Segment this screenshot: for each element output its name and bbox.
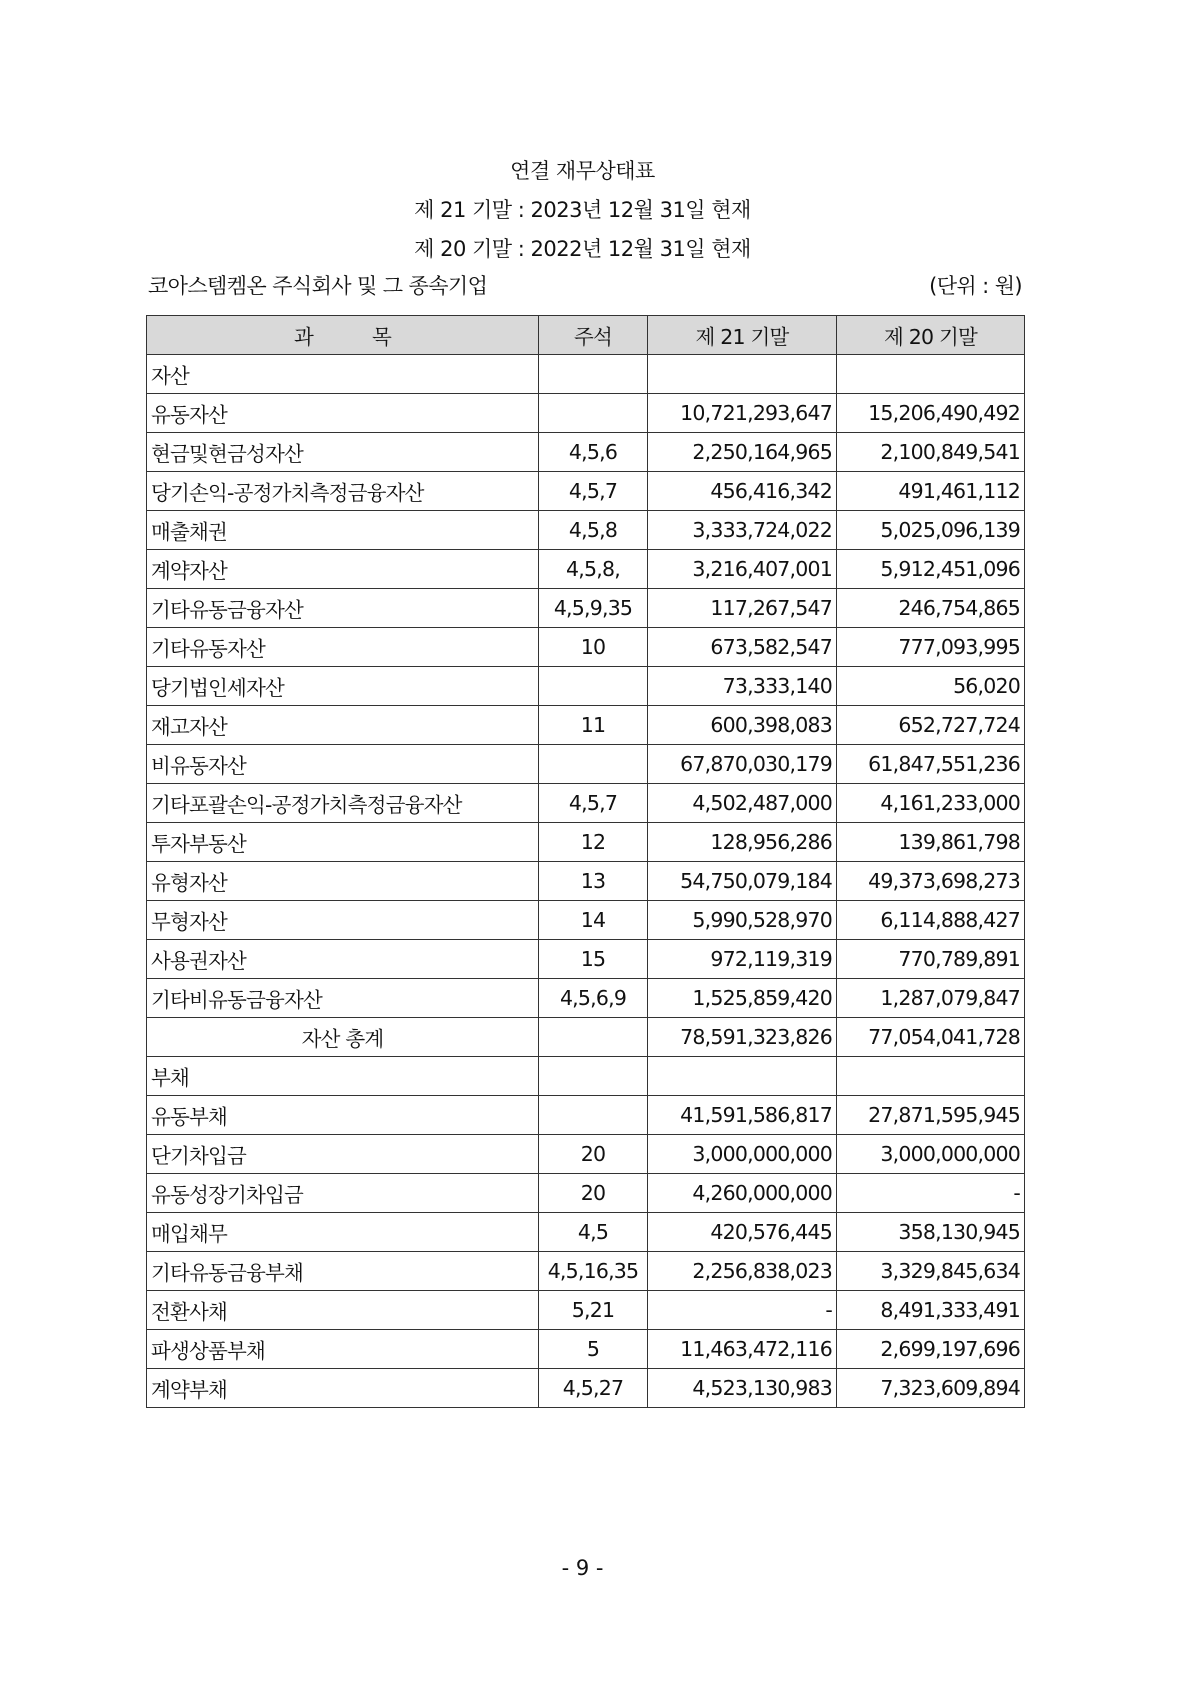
note-cell: 14 (539, 901, 648, 940)
current-amount-cell: 3,216,407,001 (648, 550, 837, 589)
prior-amount-cell: 770,789,891 (837, 940, 1025, 979)
note-cell: 20 (539, 1135, 648, 1174)
current-amount-cell: 600,398,083 (648, 706, 837, 745)
current-amount-cell: 128,956,286 (648, 823, 837, 862)
note-cell: 5,21 (539, 1291, 648, 1330)
note-cell: 4,5,7 (539, 472, 648, 511)
balance-sheet-table (146, 315, 1025, 1408)
prior-amount-cell: 49,373,698,273 (837, 862, 1025, 901)
prior-amount-cell: 4,161,233,000 (837, 784, 1025, 823)
note-cell: 4,5,7 (539, 784, 648, 823)
current-amount-cell: 3,000,000,000 (648, 1135, 837, 1174)
prior-amount-cell (837, 1057, 1025, 1096)
current-amount-cell: - (648, 1291, 837, 1330)
company-line (148, 270, 1022, 300)
column-header-prior: 제 20 기말 (837, 316, 1025, 355)
table-row (147, 1174, 1025, 1213)
prior-amount-cell: 77,054,041,728 (837, 1018, 1025, 1057)
current-amount-cell (648, 1057, 837, 1096)
current-amount-cell: 4,260,000,000 (648, 1174, 837, 1213)
prior-amount-cell: 8,491,333,491 (837, 1291, 1025, 1330)
table-row (147, 979, 1025, 1018)
table-row (147, 784, 1025, 823)
note-cell: 12 (539, 823, 648, 862)
current-amount-cell: 10,721,293,647 (648, 394, 837, 433)
account-name-cell: 당기손익-공정가치측정금융자산 (147, 472, 539, 511)
table-row (147, 589, 1025, 628)
account-name-cell: 단기차입금 (147, 1135, 539, 1174)
account-name-cell: 계약자산 (147, 550, 539, 589)
current-amount-cell: 3,333,724,022 (648, 511, 837, 550)
account-name-cell: 무형자산 (147, 901, 539, 940)
note-cell (539, 1057, 648, 1096)
current-amount-cell: 420,576,445 (648, 1213, 837, 1252)
current-amount-cell: 2,256,838,023 (648, 1252, 837, 1291)
account-name-cell: 파생상품부채 (147, 1330, 539, 1369)
table-row (147, 628, 1025, 667)
table-row (147, 550, 1025, 589)
current-amount-cell: 5,990,528,970 (648, 901, 837, 940)
note-cell: 4,5,27 (539, 1369, 648, 1408)
note-cell (539, 1096, 648, 1135)
prior-amount-cell: 1,287,079,847 (837, 979, 1025, 1018)
current-amount-cell: 41,591,586,817 (648, 1096, 837, 1135)
table-row (147, 1252, 1025, 1291)
note-cell: 20 (539, 1174, 648, 1213)
note-cell (539, 745, 648, 784)
prior-amount-cell: 6,114,888,427 (837, 901, 1025, 940)
table-row (147, 394, 1025, 433)
table-row (147, 472, 1025, 511)
prior-amount-cell: 56,020 (837, 667, 1025, 706)
page-number: - 9 - (561, 1556, 604, 1580)
prior-amount-cell (837, 355, 1025, 394)
account-name-cell: 기타유동자산 (147, 628, 539, 667)
note-cell: 4,5,6 (539, 433, 648, 472)
column-header-current: 제 21 기말 (648, 316, 837, 355)
note-cell: 4,5,8, (539, 550, 648, 589)
table-row (147, 511, 1025, 550)
current-amount-cell: 11,463,472,116 (648, 1330, 837, 1369)
table-row (147, 1135, 1025, 1174)
note-cell: 13 (539, 862, 648, 901)
account-name-cell: 매출채권 (147, 511, 539, 550)
account-name-cell: 유동부채 (147, 1096, 539, 1135)
prior-period-line: 제 20 기말 : 2022년 12월 31일 현재 (414, 237, 751, 261)
account-name-cell: 매입채무 (147, 1213, 539, 1252)
account-name-cell: 기타포괄손익-공정가치측정금융자산 (147, 784, 539, 823)
current-amount-cell (648, 355, 837, 394)
prior-amount-cell: 139,861,798 (837, 823, 1025, 862)
table-row (147, 823, 1025, 862)
prior-amount-cell: 358,130,945 (837, 1213, 1025, 1252)
table-header-row (147, 316, 1025, 355)
current-amount-cell: 54,750,079,184 (648, 862, 837, 901)
statement-title: 연결 재무상태표 (510, 159, 655, 183)
table-row (147, 1096, 1025, 1135)
account-name-cell: 사용권자산 (147, 940, 539, 979)
note-cell: 11 (539, 706, 648, 745)
current-period-line: 제 21 기말 : 2023년 12월 31일 현재 (414, 198, 751, 222)
prior-amount-cell: 3,000,000,000 (837, 1135, 1025, 1174)
account-name-cell: 부채 (147, 1057, 539, 1096)
table-row (147, 1213, 1025, 1252)
prior-amount-cell: 3,329,845,634 (837, 1252, 1025, 1291)
prior-amount-cell: 246,754,865 (837, 589, 1025, 628)
note-cell: 4,5,6,9 (539, 979, 648, 1018)
note-cell: 10 (539, 628, 648, 667)
current-amount-cell: 972,119,319 (648, 940, 837, 979)
note-cell: 4,5,9,35 (539, 589, 648, 628)
table-row (147, 355, 1025, 394)
note-cell (539, 355, 648, 394)
note-cell: 5 (539, 1330, 648, 1369)
account-name-cell: 당기법인세자산 (147, 667, 539, 706)
current-amount-cell: 4,502,487,000 (648, 784, 837, 823)
note-cell (539, 394, 648, 433)
table-row (147, 1018, 1025, 1057)
current-amount-cell: 1,525,859,420 (648, 979, 837, 1018)
current-amount-cell: 78,591,323,826 (648, 1018, 837, 1057)
prior-amount-cell: 652,727,724 (837, 706, 1025, 745)
prior-amount-cell: 5,025,096,139 (837, 511, 1025, 550)
account-name-cell: 기타비유동금융자산 (147, 979, 539, 1018)
note-cell (539, 1018, 648, 1057)
current-amount-cell: 673,582,547 (648, 628, 837, 667)
table-row (147, 745, 1025, 784)
account-name-cell: 비유동자산 (147, 745, 539, 784)
table-row (147, 940, 1025, 979)
note-cell: 4,5,16,35 (539, 1252, 648, 1291)
prior-amount-cell: 491,461,112 (837, 472, 1025, 511)
account-name-cell: 유형자산 (147, 862, 539, 901)
prior-amount-cell: 27,871,595,945 (837, 1096, 1025, 1135)
current-amount-cell: 117,267,547 (648, 589, 837, 628)
account-name-cell: 자산 (147, 355, 539, 394)
account-name-cell: 유동자산 (147, 394, 539, 433)
prior-amount-cell: 61,847,551,236 (837, 745, 1025, 784)
prior-amount-cell: 2,100,849,541 (837, 433, 1025, 472)
prior-amount-cell: 2,699,197,696 (837, 1330, 1025, 1369)
account-name-cell: 현금및현금성자산 (147, 433, 539, 472)
column-header-note: 주석 (539, 316, 648, 355)
table-row (147, 1291, 1025, 1330)
table-row (147, 862, 1025, 901)
table-row (147, 1369, 1025, 1408)
table-row (147, 706, 1025, 745)
account-name-cell: 계약부채 (147, 1369, 539, 1408)
table-row (147, 667, 1025, 706)
company-name: 코아스템켐온 주식회사 및 그 종속기업 (148, 274, 488, 298)
column-header-account: 과 목 (147, 316, 539, 355)
note-cell: 4,5,8 (539, 511, 648, 550)
note-cell: 4,5 (539, 1213, 648, 1252)
table-row (147, 1057, 1025, 1096)
table-row (147, 1330, 1025, 1369)
current-amount-cell: 73,333,140 (648, 667, 837, 706)
current-amount-cell: 67,870,030,179 (648, 745, 837, 784)
unit-label: (단위 : 원) (929, 274, 1022, 298)
prior-amount-cell: 5,912,451,096 (837, 550, 1025, 589)
account-name-cell: 기타유동금융부채 (147, 1252, 539, 1291)
table-row (147, 901, 1025, 940)
account-name-cell: 유동성장기차입금 (147, 1174, 539, 1213)
note-cell: 15 (539, 940, 648, 979)
current-amount-cell: 456,416,342 (648, 472, 837, 511)
account-name-cell: 자산 총계 (147, 1018, 539, 1057)
prior-amount-cell: 7,323,609,894 (837, 1369, 1025, 1408)
prior-amount-cell: 777,093,995 (837, 628, 1025, 667)
current-amount-cell: 4,523,130,983 (648, 1369, 837, 1408)
account-name-cell: 재고자산 (147, 706, 539, 745)
account-name-cell: 투자부동산 (147, 823, 539, 862)
prior-amount-cell: - (837, 1174, 1025, 1213)
account-name-cell: 기타유동금융자산 (147, 589, 539, 628)
note-cell (539, 667, 648, 706)
account-name-cell: 전환사채 (147, 1291, 539, 1330)
current-amount-cell: 2,250,164,965 (648, 433, 837, 472)
prior-amount-cell: 15,206,490,492 (837, 394, 1025, 433)
table-row (147, 433, 1025, 472)
